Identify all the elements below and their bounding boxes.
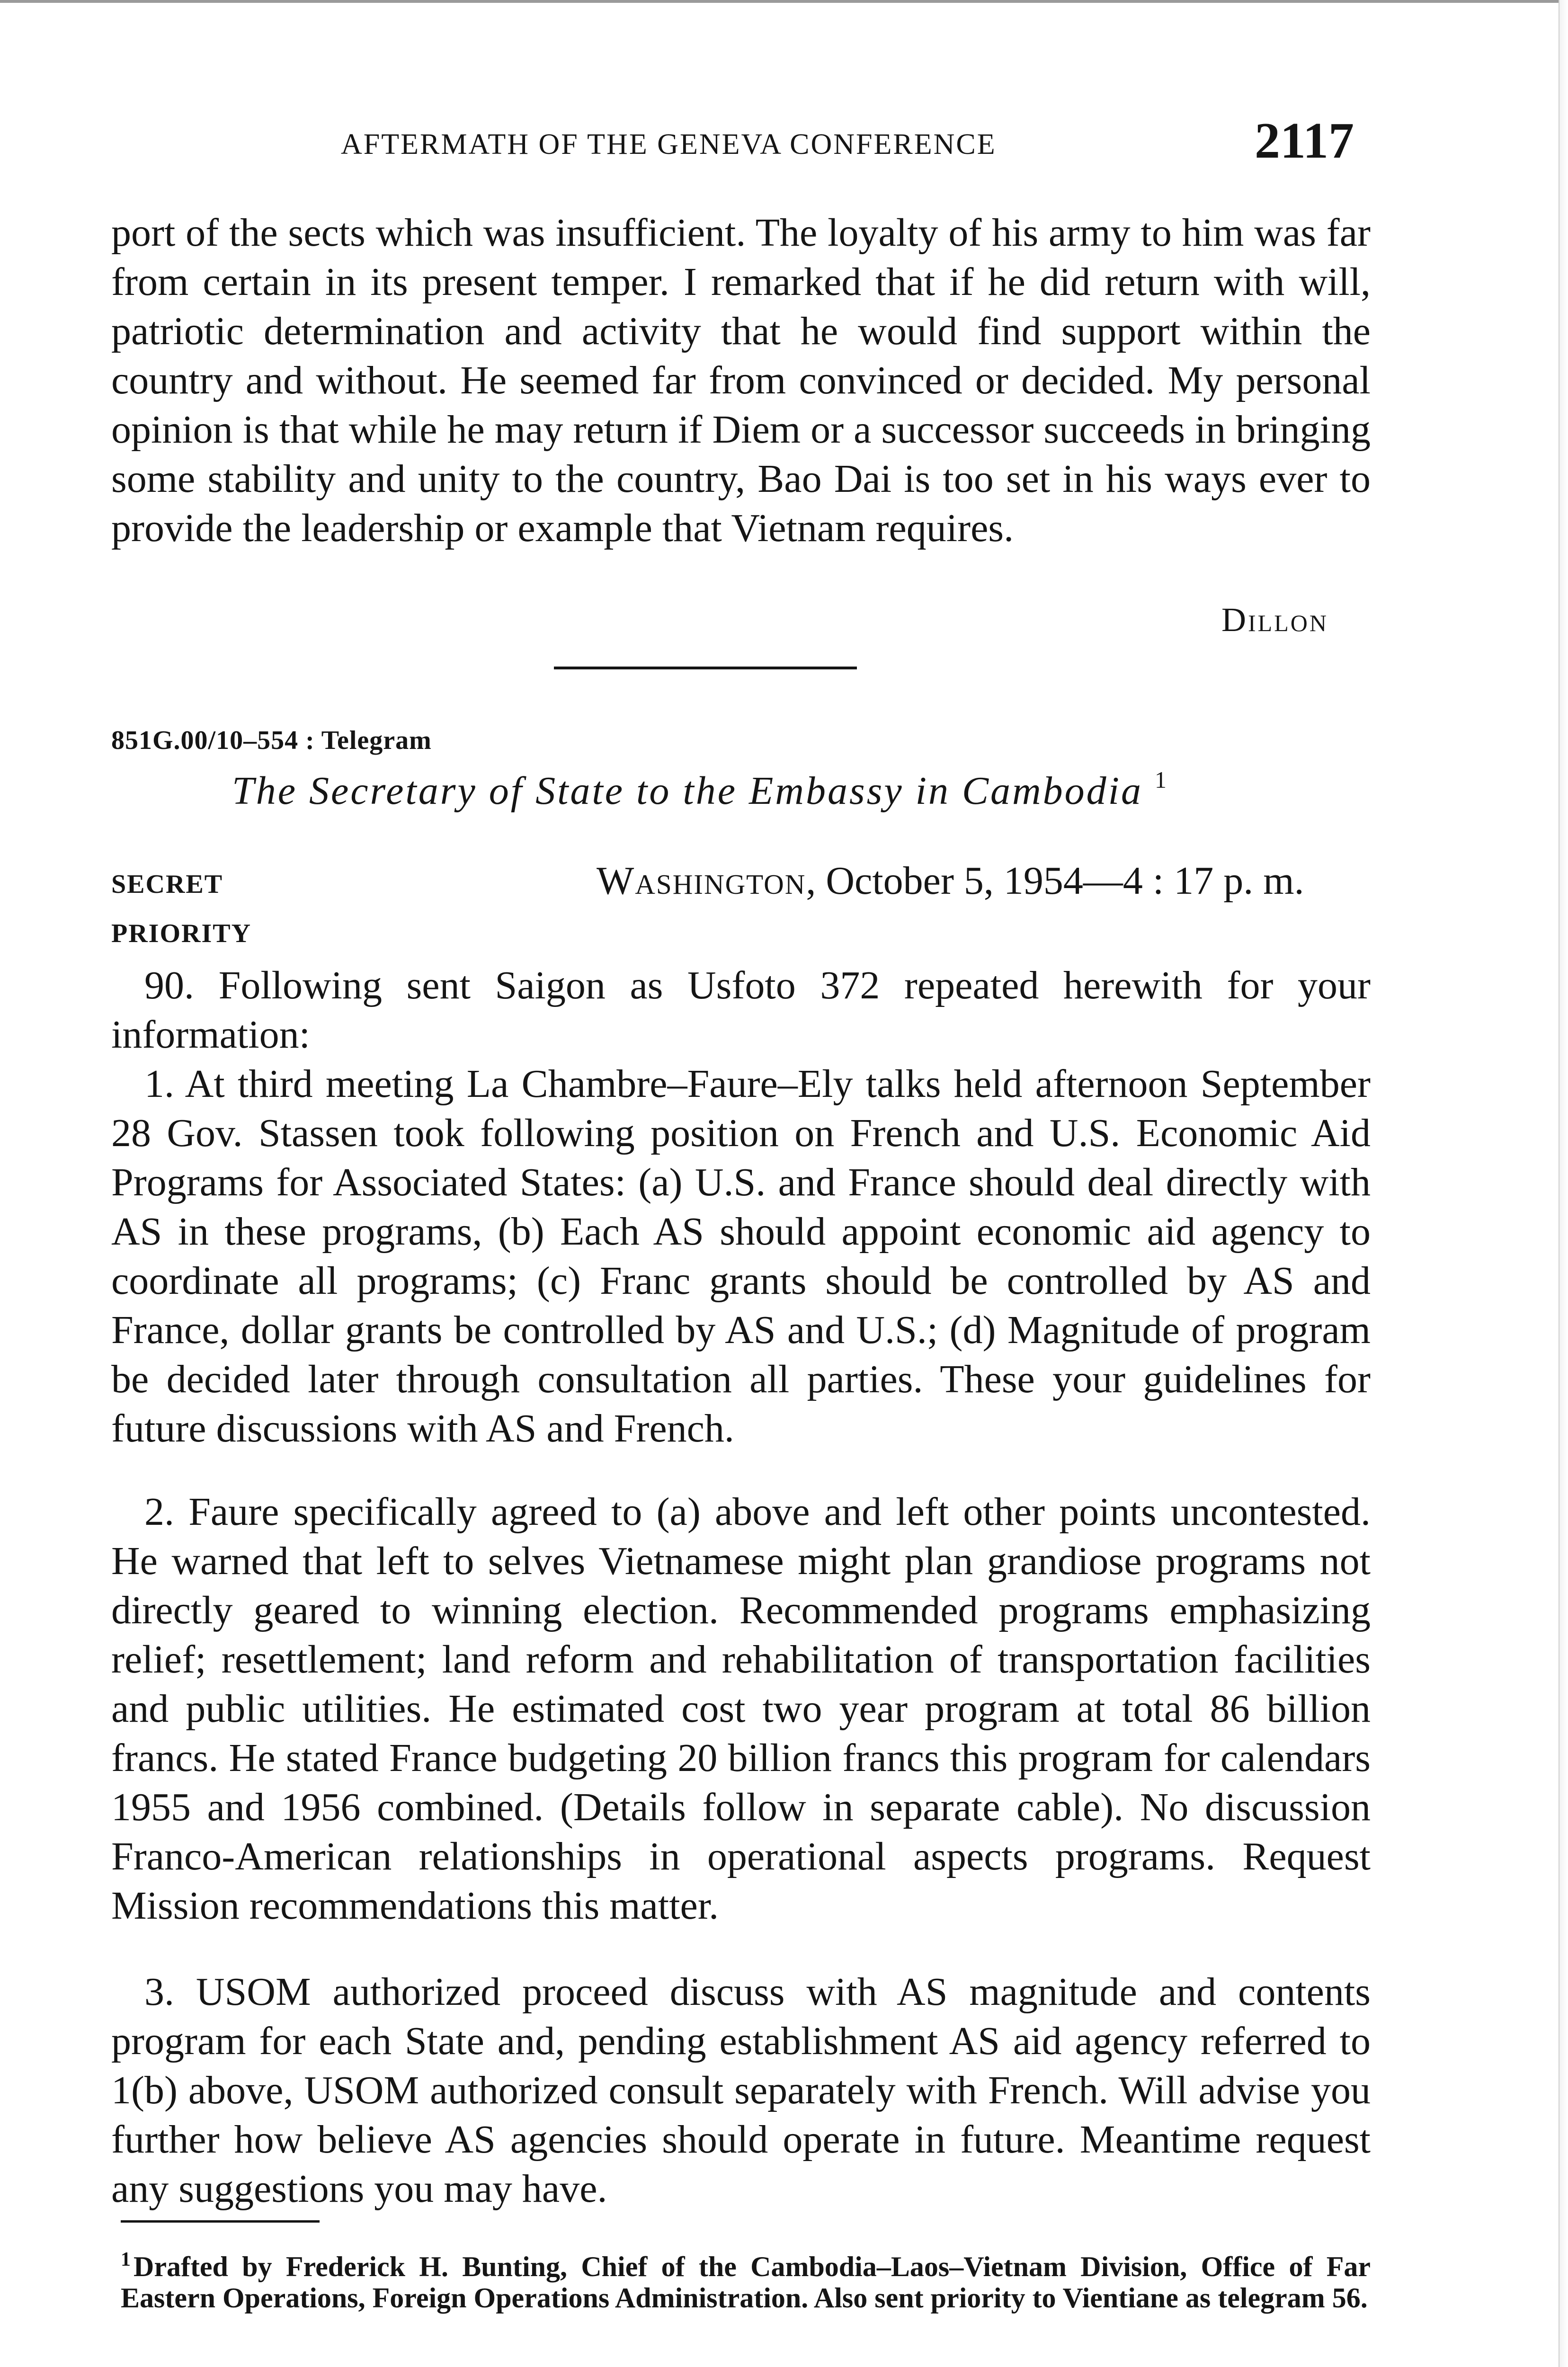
section-separator — [554, 667, 857, 669]
running-head: AFTERMATH OF THE GENEVA CONFERENCE — [341, 128, 997, 160]
signature: Dillon — [1221, 601, 1328, 639]
continuation-paragraph: port of the sects which was insufficient. The loyalty of his army to him was far from certain in its present temper. I remarked that if he did return with will, patriotic determination and activity that he would find support within the country and without. He seemed far from convinced or decided. My personal opinion is that while he may return if Diem or a successor succeeds in bringing some stability and unity to the country, Bao Dai is too set in his ways ever to provide the leadership or example that Vietnam requires. — [111, 211, 1371, 550]
body-paragraph-3: 3. USOM authorized proceed discuss with AS magnitude and contents program for each State and, pending establishment AS aid agency referred to 1(b) above, USOM authorized consult separately with French. Will advise you further how believe AS agencies should operate in future. Meantime request any suggestions you may have. — [111, 1970, 1371, 2211]
page-right-edge — [1559, 0, 1568, 2367]
footnote-mark: 1 — [121, 2249, 131, 2270]
body-paragraph-2: 2. Faure specifically agreed to (a) above and left other points uncontested. He warned that left to selves Vietnamese might plan grandiose programs not directly geared to winning election. Recommended programs emphasizing relief; resettlement; land reform and rehabilitation of transportation facilities and public utilities. He estimated cost two year program at total 86 billion francs. He stated France budgeting 20 billion francs this program for calendars 1955 and 1956 combined. (Details follow in separate cable). No discussion Franco-American relationships in operational aspects programs. Request Mission recommendations this matter. — [111, 1490, 1371, 1928]
footnote-rule — [121, 2220, 320, 2223]
page-number: 2117 — [1255, 113, 1354, 169]
document-title — [232, 766, 1167, 814]
classification-label: SECRET — [111, 870, 223, 899]
footnote-text: Drafted by Frederick H. Bunting, Chief of the Cambodia–Laos–Vietnam Division, Office of Far Eastern Operations, Foreign Operations Administration. Also sent priority to Vientiane as telegram 56. — [121, 2251, 1371, 2314]
footnote — [121, 2244, 1371, 2314]
priority-label: PRIORITY — [111, 919, 252, 948]
body-paragraph-intro: 90. Following sent Saigon as Usfoto 372 repeated herewith for your information: — [111, 963, 1371, 1057]
page-top-edge — [0, 0, 1568, 3]
dateline-place: Washington — [597, 859, 806, 903]
dateline — [597, 858, 1304, 904]
title-footnote-mark: 1 — [1155, 766, 1167, 793]
document-title-text: The Secretary of State to the Embassy in Cambodia — [232, 769, 1143, 813]
dateline-date: , October 5, 1954—4 : 17 p. m. — [806, 859, 1304, 903]
file-reference: 851G.00/10–554 : Telegram — [111, 726, 432, 755]
body-paragraph-1: 1. At third meeting La Chambre–Faure–Ely talks held afternoon September 28 Gov. Stassen took following position on French and U.S. Economic Aid Programs for Associated States: (a) U.S. and France should deal directly with AS in these programs, (b) Each AS should appoint economic aid agency to coordinate all programs; (c) Franc grants should be controlled by AS and France, dollar grants be controlled by AS and U.S.; (d) Magnitude of program be decided later through consultation all parties. These your guidelines for future discussions with AS and French. — [111, 1062, 1371, 1450]
